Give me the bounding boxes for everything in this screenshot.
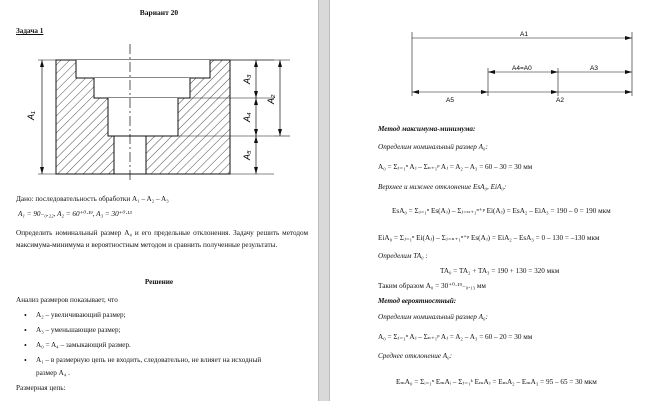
chain-a2: A2 — [556, 97, 564, 104]
label-a1: A₁ — [26, 111, 36, 120]
chain-a4a0: A4=A0 — [512, 65, 532, 72]
nominal-formula: A₀ = Σⱼ₌₁ⁿ Aⱼ – Σₙ₊₁ᵖ Aⱼ = A₂ – A₃ = 60 – 30 = 30 мм — [378, 163, 533, 171]
bullet-4: A₁ – в размерную цепь не входить, следовательно, не влияет на исходный — [36, 356, 262, 364]
bullet-2: A₃ – уменьшающие размер; — [36, 326, 121, 334]
label-a5: A₅ — [242, 150, 252, 160]
given-line-2: A₁ = 90₋₀.₂₂, A₂ = 60⁺⁰·¹⁹, A₃ = 30⁺⁰·¹³ — [18, 210, 132, 218]
nominal-intro-2: Определим номинальный размер A₀: — [378, 313, 488, 321]
tolerance-intro: Определим TA₀ : — [378, 252, 428, 260]
chain-label: Размерная цепь: — [16, 384, 66, 392]
dimension-chain — [330, 28, 666, 106]
chain-a5: A5 — [446, 97, 454, 104]
label-a3: A₃ — [242, 74, 252, 84]
page-gutter — [318, 0, 330, 401]
problem-text: Определить номинальный размер A₄ и его предельные отклонения. Задачу решить методом максимума-минимума и вероятностным методом и сравнить полученные результаты. — [16, 229, 308, 249]
bullet-dot: • — [24, 326, 27, 335]
bullet-dot: • — [24, 341, 27, 350]
es-formula: EsA₀ = Σⱼ₌₁ⁿ Es(Aⱼ) – Σⱼ₌ₙ₊₁ⁿ⁺ᵖ Ei(Aⱼ) = EsA₂ – EiA₃ = 190 – 0 = 190 мкм — [392, 207, 611, 215]
analysis-intro: Анализ размеров показывает, что — [16, 296, 118, 304]
given-line-1: Дано: последовательность обработки A₁ – A₂ – A₃ — [16, 195, 169, 203]
mean-deviation-formula: EₘA₀ = Σᵢ₌₁ⁿ EₘAᵢ – Σⱼ₌₁ᵏ EₘAⱼ = EₘA₂ – EₘA₃ = 95 – 65 = 30 мкм — [396, 378, 597, 386]
method-prob-heading: Метод вероятностный: — [378, 297, 457, 305]
ei-formula: EiA₀ = Σⱼ₌₁ⁿ Ei(Aⱼ) – Σⱼ₌ₙ₊₁ⁿ⁺ᵖ Es(Aⱼ) = EiA₂ – EsA₃ = 0 – 130 = –130 мкм — [378, 234, 600, 242]
bullet-dot: • — [24, 311, 27, 320]
bullet-1: A₂ – увеличивающий размер; — [36, 311, 126, 319]
chain-a3: A3 — [590, 65, 598, 72]
deviation-intro: Верхнее и нижнее отклонение EsA₀, EiA₀: — [378, 183, 507, 191]
task-heading: Задача 1 — [16, 27, 44, 35]
nominal-intro: Определим номинальный размер A₀: — [378, 143, 488, 151]
bullet-3: A₀ = A₄ – замыкающий размер. — [36, 341, 131, 349]
result-line: Таким образом A₀ = 30⁺⁰·¹⁹₋₀.₁₃ мм — [378, 282, 486, 290]
method-maxmin-heading: Метод максимума-минимума: — [378, 125, 476, 133]
tolerance-formula: TA₀ = TA₂ + TA₃ = 190 + 130 = 320 мкм — [440, 267, 560, 275]
bullet-4-cont: размер A₄ . — [36, 369, 70, 377]
right-page — [330, 0, 666, 401]
mean-deviation-intro: Среднее отклонение A₀: — [378, 352, 453, 360]
bullet-dot: • — [24, 356, 27, 365]
solution-heading: Решение — [144, 278, 174, 286]
chain-a1: A1 — [520, 31, 528, 38]
label-a4: A₄ — [242, 112, 252, 122]
part-drawing — [28, 42, 318, 182]
nominal-formula-2: A₀ = Σⱼ₌₁ⁿ Aⱼ – Σₙ₊₁ᵖ Aⱼ = A₂ – A₃ = 60 – 20 = 30 мм — [378, 333, 533, 341]
label-a2: A₂ — [266, 94, 276, 104]
left-page — [0, 0, 318, 401]
variant-title: Вариант 20 — [139, 8, 179, 17]
